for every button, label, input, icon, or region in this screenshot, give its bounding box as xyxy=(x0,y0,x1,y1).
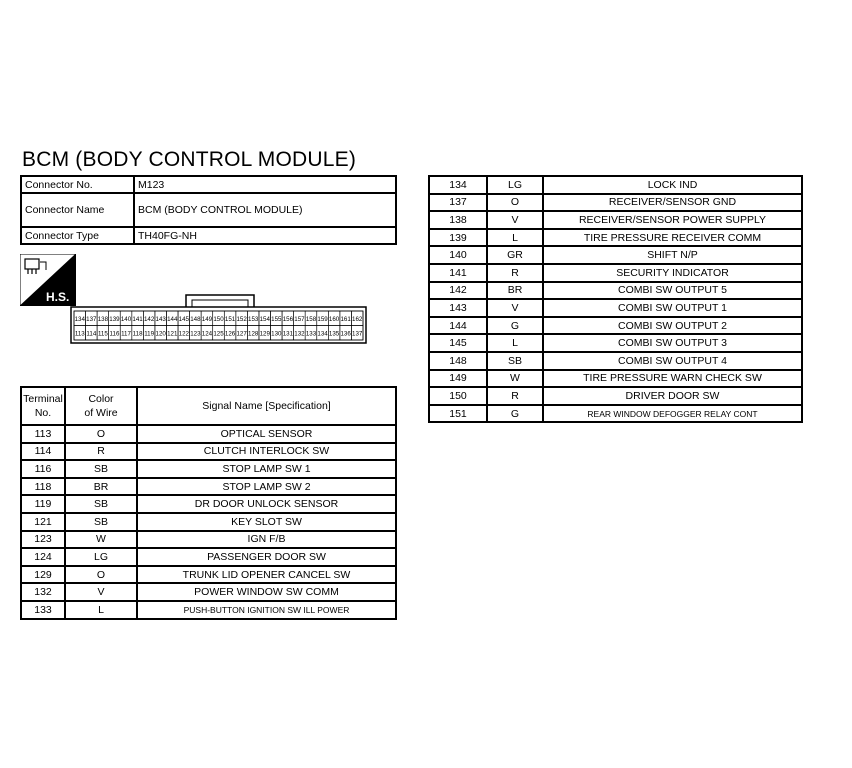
pin-label: 119 xyxy=(144,330,155,338)
pin-grid xyxy=(74,311,363,340)
terminal-table-left xyxy=(20,386,397,620)
pin-label: 131 xyxy=(282,330,294,338)
info-label: Connector Type xyxy=(21,227,134,244)
signal-name-cell: COMBI SW OUTPUT 5 xyxy=(543,282,802,300)
signal-name-cell: COMBI SW OUTPUT 4 xyxy=(543,352,802,370)
terminal-cell: 116 xyxy=(21,460,65,478)
table-row xyxy=(21,531,396,549)
table-row xyxy=(21,548,396,566)
terminal-cell: 118 xyxy=(21,478,65,496)
pin-label: 133 xyxy=(305,330,317,338)
harness-side-badge xyxy=(20,254,76,306)
pin-label: 118 xyxy=(132,330,143,338)
signal-name-cell: CLUTCH INTERLOCK SW xyxy=(137,443,396,461)
pin-label: 134 xyxy=(317,330,328,338)
terminal-cell: 144 xyxy=(429,317,487,335)
signal-name-cell: DR DOOR UNLOCK SENSOR xyxy=(137,495,396,513)
connector-name-row xyxy=(21,193,396,227)
signal-name-cell: DRIVER DOOR SW xyxy=(543,387,802,405)
terminal-header-line2: No. xyxy=(34,407,52,419)
terminal-header-line1: Terminal xyxy=(23,393,63,405)
wire-color-cell: W xyxy=(487,370,543,388)
wire-color-cell: W xyxy=(65,531,137,549)
table-row xyxy=(21,443,396,461)
table-row xyxy=(429,352,802,370)
wire-color-cell: R xyxy=(65,443,137,461)
pin-label: 151 xyxy=(224,316,236,323)
wire-color-cell: L xyxy=(487,229,543,247)
pin-label: 116 xyxy=(109,330,120,338)
table-row xyxy=(429,264,802,282)
terminal-cell: 119 xyxy=(21,495,65,513)
signal-name-cell: TIRE PRESSURE RECEIVER COMM xyxy=(543,229,802,247)
pin-label: 149 xyxy=(201,316,213,323)
info-value: TH40FG-NH xyxy=(134,227,396,244)
terminal-cell: 132 xyxy=(21,583,65,601)
pin-label: 135 xyxy=(328,330,340,338)
pin-label: 114 xyxy=(86,330,97,338)
signal-name-cell: COMBI SW OUTPUT 3 xyxy=(543,334,802,352)
wire-color-cell: LG xyxy=(487,176,543,194)
pin-label: 156 xyxy=(282,316,294,323)
signal-name-cell: KEY SLOT SW xyxy=(137,513,396,531)
terminal-cell: 114 xyxy=(21,443,65,461)
wire-color-cell: SB xyxy=(487,352,543,370)
wire-color-cell: L xyxy=(487,334,543,352)
pin-label: 130 xyxy=(271,330,282,338)
connector-type-row xyxy=(21,227,396,244)
terminal-cell: 123 xyxy=(21,531,65,549)
terminal-cell: 143 xyxy=(429,299,487,317)
table-row xyxy=(429,334,802,352)
pin-label: 128 xyxy=(248,330,259,338)
pin-label: 136 xyxy=(340,330,351,338)
terminal-cell: 124 xyxy=(21,548,65,566)
table-row xyxy=(429,370,802,388)
wire-color-cell: V xyxy=(487,299,543,317)
terminal-cell: 148 xyxy=(429,352,487,370)
signal-name-cell: OPTICAL SENSOR xyxy=(137,425,396,443)
pin-label: 155 xyxy=(271,316,282,323)
table-row xyxy=(21,583,396,601)
table-row xyxy=(21,566,396,584)
pin-label: 161 xyxy=(340,316,351,323)
info-value: BCM (BODY CONTROL MODULE) xyxy=(134,193,396,227)
wire-color-cell: R xyxy=(487,387,543,405)
pin-label: 142 xyxy=(143,316,155,323)
pin-label: 121 xyxy=(167,330,178,338)
pin-label: 126 xyxy=(224,330,236,338)
wire-color-cell: BR xyxy=(487,282,543,300)
terminal-table-right xyxy=(428,175,803,423)
table-row xyxy=(21,601,396,619)
table-row xyxy=(21,460,396,478)
pin-label: 137 xyxy=(352,330,363,338)
signal-name-cell: TRUNK LID OPENER CANCEL SW xyxy=(137,566,396,584)
terminal-cell: 139 xyxy=(429,229,487,247)
signal-name-cell: PASSENGER DOOR SW xyxy=(137,548,396,566)
table-row xyxy=(21,495,396,513)
wire-color-cell: SB xyxy=(65,513,137,531)
table-row xyxy=(429,194,802,212)
pin-label: 139 xyxy=(109,316,120,323)
pin-label: 141 xyxy=(132,316,143,323)
wire-color-cell: LG xyxy=(65,548,137,566)
terminal-cell: 129 xyxy=(21,566,65,584)
pin-label: 157 xyxy=(294,316,305,323)
wire-color-cell: O xyxy=(487,194,543,212)
wire-color-cell: G xyxy=(487,317,543,335)
table-row xyxy=(429,387,802,405)
terminal-cell: 151 xyxy=(429,405,487,423)
pin-label: 115 xyxy=(97,330,108,338)
pin-label: 159 xyxy=(317,316,328,323)
table-row xyxy=(429,282,802,300)
signal-name-cell: RECEIVER/SENSOR GND xyxy=(543,194,802,212)
signal-name-cell: RECEIVER/SENSOR POWER SUPPLY xyxy=(543,211,802,229)
signal-name-cell: SHIFT N/P xyxy=(543,246,802,264)
wire-color-cell: BR xyxy=(65,478,137,496)
terminal-cell: 113 xyxy=(21,425,65,443)
terminal-cell: 140 xyxy=(429,246,487,264)
pin-label: 160 xyxy=(328,316,340,323)
terminal-cell: 149 xyxy=(429,370,487,388)
terminal-cell: 137 xyxy=(429,194,487,212)
wire-color-cell: SB xyxy=(65,495,137,513)
signal-header: Signal Name [Specification] xyxy=(137,387,396,425)
wire-color-cell: L xyxy=(65,601,137,619)
terminal-cell: 121 xyxy=(21,513,65,531)
signal-name-cell: IGN F/B xyxy=(137,531,396,549)
wire-color-cell: GR xyxy=(487,246,543,264)
pin-label: 113 xyxy=(74,330,85,338)
pin-label: 125 xyxy=(213,330,224,338)
wire-color-cell: SB xyxy=(65,460,137,478)
table-row xyxy=(429,246,802,264)
signal-name-cell: STOP LAMP SW 2 xyxy=(137,478,396,496)
pin-label: 117 xyxy=(121,330,131,338)
table-row xyxy=(429,299,802,317)
signal-name-cell: TIRE PRESSURE WARN CHECK SW xyxy=(543,370,802,388)
pin-label: 137 xyxy=(86,316,97,323)
pin-label: 150 xyxy=(213,316,224,323)
pin-label: 138 xyxy=(97,316,109,323)
signal-name-cell: REAR WINDOW DEFOGGER RELAY CONT xyxy=(543,405,802,423)
signal-name-cell: PUSH-BUTTON IGNITION SW ILL POWER xyxy=(137,601,396,619)
connector-info-table xyxy=(20,175,397,245)
color-header-line2: of Wire xyxy=(84,407,118,419)
signal-name-cell: POWER WINDOW SW COMM xyxy=(137,583,396,601)
pin-label: 152 xyxy=(236,316,247,323)
table-row xyxy=(21,425,396,443)
terminal-cell: 134 xyxy=(429,176,487,194)
table-row xyxy=(21,513,396,531)
pin-label: 132 xyxy=(294,330,305,338)
signal-name-cell: LOCK IND xyxy=(543,176,802,194)
page-title: BCM (BODY CONTROL MODULE) xyxy=(22,148,357,171)
pin-label: 145 xyxy=(178,316,189,323)
hs-label: H.S. xyxy=(46,290,70,304)
table-header xyxy=(21,387,396,425)
wire-color-cell: G xyxy=(487,405,543,423)
wire-color-cell: R xyxy=(487,264,543,282)
signal-name-cell: COMBI SW OUTPUT 1 xyxy=(543,299,802,317)
table-row xyxy=(429,405,802,423)
pin-label: 153 xyxy=(248,316,259,323)
table-row xyxy=(429,317,802,335)
pin-label: 162 xyxy=(352,316,363,323)
pin-label: 127 xyxy=(236,330,247,338)
connector-no-row xyxy=(21,176,396,193)
table-row xyxy=(429,176,802,194)
pin-label: 120 xyxy=(155,330,166,338)
signal-name-cell: SECURITY INDICATOR xyxy=(543,264,802,282)
pin-label: 140 xyxy=(120,316,132,323)
info-value: M123 xyxy=(134,176,396,193)
terminal-cell: 133 xyxy=(21,601,65,619)
pin-label: 143 xyxy=(155,316,166,323)
pin-label: 144 xyxy=(167,316,178,323)
wire-color-cell: V xyxy=(65,583,137,601)
terminal-cell: 145 xyxy=(429,334,487,352)
connector-face-diagram xyxy=(70,293,367,345)
info-label: Connector Name xyxy=(21,193,134,227)
terminal-cell: 150 xyxy=(429,387,487,405)
pin-label: 134 xyxy=(74,316,85,323)
wire-color-cell: O xyxy=(65,425,137,443)
table-row xyxy=(429,211,802,229)
terminal-cell: 142 xyxy=(429,282,487,300)
pin-label: 154 xyxy=(259,316,270,323)
signal-name-cell: STOP LAMP SW 1 xyxy=(137,460,396,478)
pin-label: 124 xyxy=(201,330,213,338)
terminal-cell: 141 xyxy=(429,264,487,282)
terminal-header xyxy=(21,387,65,425)
color-header xyxy=(65,387,137,425)
pin-label: 148 xyxy=(190,316,201,323)
table-row xyxy=(429,229,802,247)
pin-label: 123 xyxy=(190,330,201,338)
pin-label: 122 xyxy=(178,330,189,338)
wire-color-cell: V xyxy=(487,211,543,229)
color-header-line1: Color xyxy=(88,393,114,405)
signal-name-cell: COMBI SW OUTPUT 2 xyxy=(543,317,802,335)
terminal-cell: 138 xyxy=(429,211,487,229)
wire-color-cell: O xyxy=(65,566,137,584)
table-row xyxy=(21,478,396,496)
info-label: Connector No. xyxy=(21,176,134,193)
pin-label: 129 xyxy=(259,330,270,338)
pin-label: 158 xyxy=(305,316,317,323)
